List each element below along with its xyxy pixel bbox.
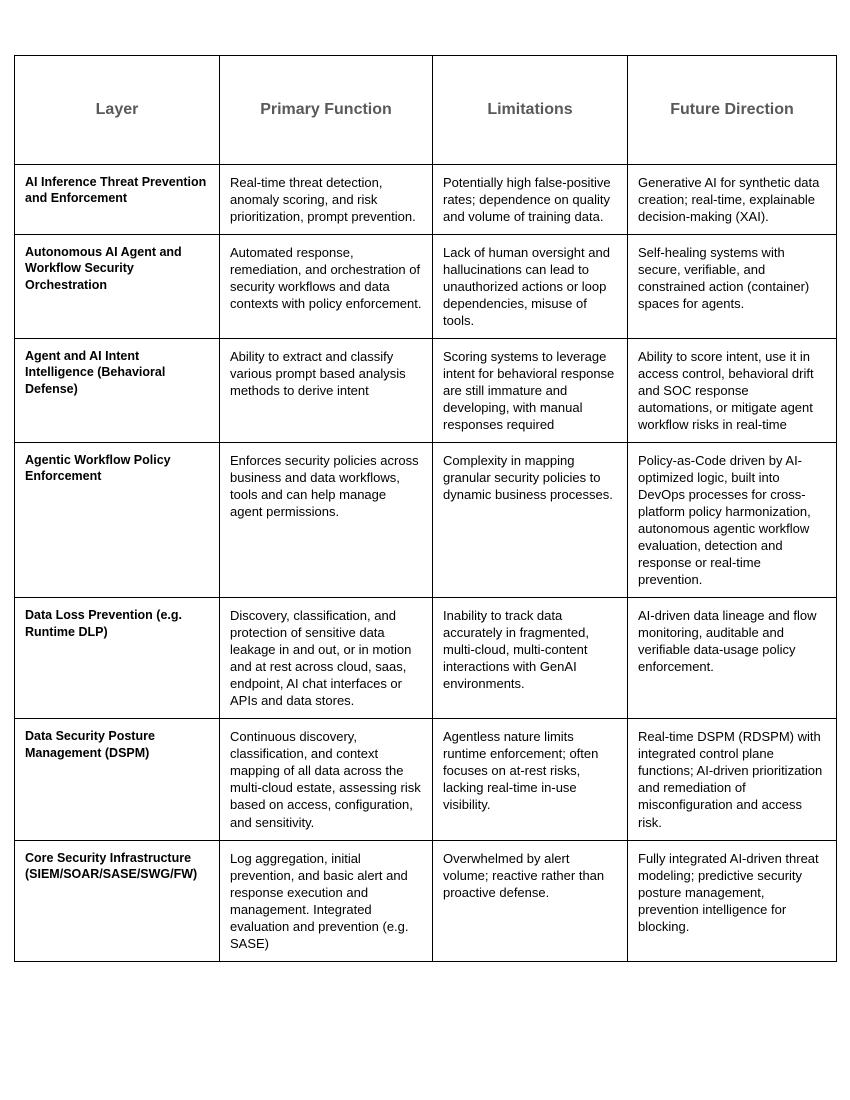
table-header-row <box>15 56 837 165</box>
future-direction-cell: Self-healing systems with secure, verifiable, and constrained action (container) spaces for agents. <box>628 235 837 339</box>
column-header-limitations: Limitations <box>433 56 628 165</box>
primary-function-cell: Real-time threat detection, anomaly scoring, and risk prioritization, prompt prevention. <box>220 165 433 235</box>
layer-cell: Agentic Workflow Policy Enforcement <box>15 443 220 598</box>
layer-cell: Core Security Infrastructure (SIEM/SOAR/SASE/SWG/FW) <box>15 840 220 961</box>
column-header-future-direction: Future Direction <box>628 56 837 165</box>
layer-cell: Data Security Posture Management (DSPM) <box>15 719 220 840</box>
primary-function-cell: Log aggregation, initial prevention, and basic alert and response execution and management. Integrated evaluation and prevention (e.g. SASE) <box>220 840 433 961</box>
future-direction-cell: AI-driven data lineage and flow monitoring, auditable and verifiable data-usage policy enforcement. <box>628 598 837 719</box>
limitations-cell: Complexity in mapping granular security policies to dynamic business processes. <box>433 443 628 598</box>
future-direction-cell: Fully integrated AI-driven threat modeling; predictive security posture management, prevention intelligence for blocking. <box>628 840 837 961</box>
layer-cell: AI Inference Threat Prevention and Enforcement <box>15 165 220 235</box>
table-row <box>15 719 837 840</box>
primary-function-cell: Automated response, remediation, and orchestration of security workflows and data contexts with policy enforcement. <box>220 235 433 339</box>
layer-cell: Agent and AI Intent Intelligence (Behavioral Defense) <box>15 339 220 443</box>
table-row <box>15 235 837 339</box>
future-direction-cell: Ability to score intent, use it in access control, behavioral drift and SOC response automations, or mitigate agent workflow risks in real-time <box>628 339 837 443</box>
future-direction-cell: Real-time DSPM (RDSPM) with integrated control plane functions; AI-driven prioritization and remediation of misconfiguration and access risk. <box>628 719 837 840</box>
primary-function-cell: Continuous discovery, classification, and context mapping of all data across the multi-cloud estate, assessing risk based on access, configuration, and sensitivity. <box>220 719 433 840</box>
security-layers-table <box>14 55 837 962</box>
table-row <box>15 840 837 961</box>
layer-cell: Autonomous AI Agent and Workflow Security Orchestration <box>15 235 220 339</box>
column-header-primary-function: Primary Function <box>220 56 433 165</box>
primary-function-cell: Ability to extract and classify various prompt based analysis methods to derive intent <box>220 339 433 443</box>
column-header-layer: Layer <box>15 56 220 165</box>
limitations-cell: Potentially high false-positive rates; dependence on quality and volume of training data. <box>433 165 628 235</box>
table-row <box>15 598 837 719</box>
future-direction-cell: Generative AI for synthetic data creation; real-time, explainable decision-making (XAI). <box>628 165 837 235</box>
limitations-cell: Agentless nature limits runtime enforcement; often focuses on at-rest risks, lacking real-time in-use visibility. <box>433 719 628 840</box>
limitations-cell: Lack of human oversight and hallucinations can lead to unauthorized actions or loop dependencies, misuse of tools. <box>433 235 628 339</box>
primary-function-cell: Discovery, classification, and protection of sensitive data leakage in and out, or in motion and at rest across cloud, saas, endpoint, AI chat interfaces or APIs and data stores. <box>220 598 433 719</box>
layer-cell: Data Loss Prevention (e.g. Runtime DLP) <box>15 598 220 719</box>
limitations-cell: Scoring systems to leverage intent for behavioral response are still immature and developing, with manual responses required <box>433 339 628 443</box>
primary-function-cell: Enforces security policies across business and data workflows, tools and can help manage agent permissions. <box>220 443 433 598</box>
table-row <box>15 165 837 235</box>
limitations-cell: Inability to track data accurately in fragmented, multi-cloud, multi-content interactions with GenAI environments. <box>433 598 628 719</box>
table-row <box>15 339 837 443</box>
future-direction-cell: Policy-as-Code driven by AI-optimized logic, built into DevOps processes for cross-platform policy harmonization, autonomous agentic workflow evaluation, detection and response or real-time prevention. <box>628 443 837 598</box>
table-row <box>15 443 837 598</box>
limitations-cell: Overwhelmed by alert volume; reactive rather than proactive defense. <box>433 840 628 961</box>
